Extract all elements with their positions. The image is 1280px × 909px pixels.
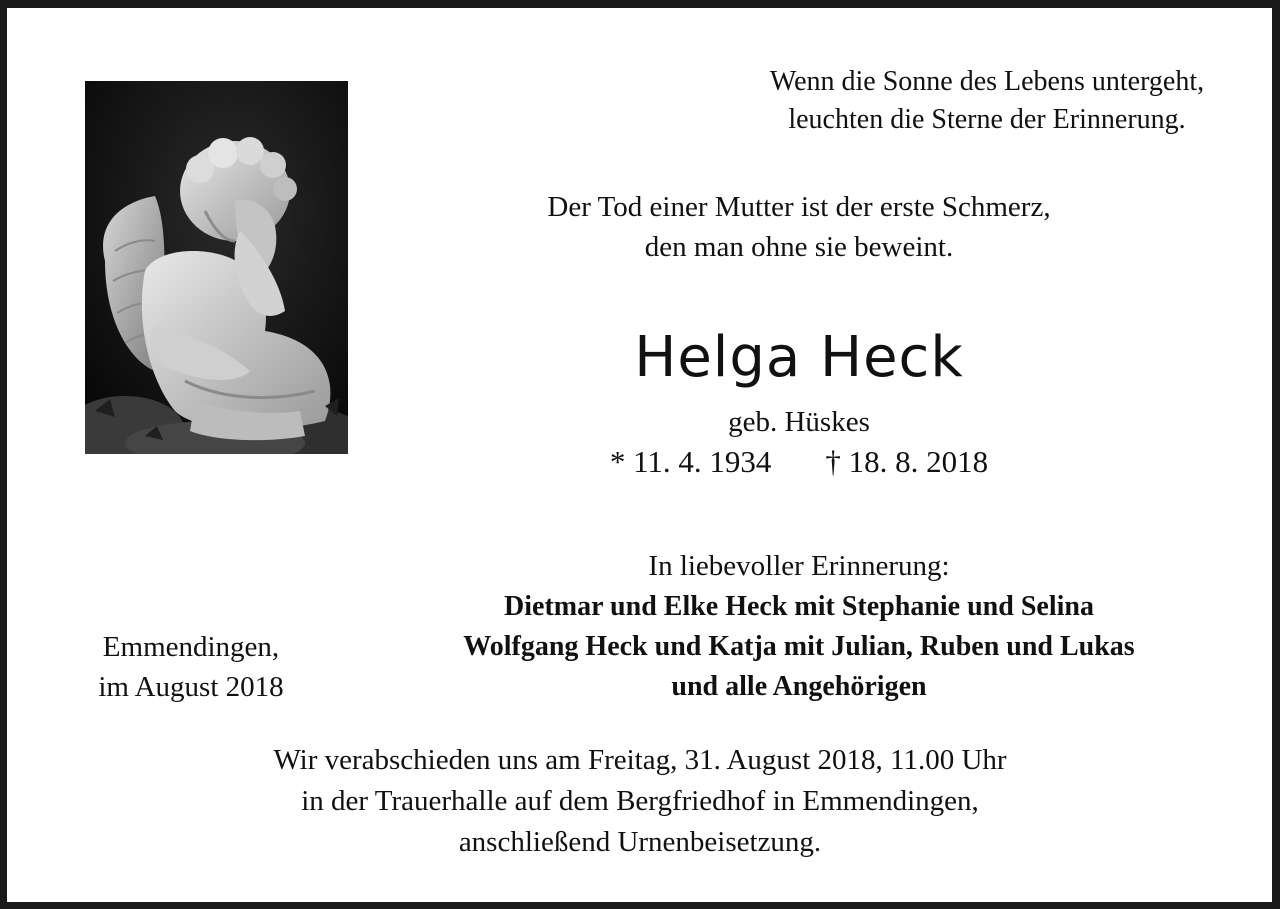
mourners-line-3: und alle Angehörigen [671,671,927,702]
memory-intro: In liebevoller Erinnerung: [648,550,950,582]
funeral-line-1: Wir verabschieden uns am Freitag, 31. August 2018, 11.00 Uhr [273,744,1007,776]
motto-line-2: leuchten die Sterne der Erinnerung. [788,104,1186,135]
funeral-line-2: in der Trauerhalle auf dem Bergfriedhof in Emmendingen, [301,785,979,817]
death-date: † 18. 8. 2018 [825,444,989,479]
mourners-line-1: Dietmar und Elke Heck mit Stephanie und Selina [504,591,1094,622]
quote-line-1: Der Tod einer Mutter ist der erste Schmerz, [547,191,1051,223]
mourners-line-2: Wolfgang Heck und Katja mit Julian, Ruben und Lukas [463,631,1135,662]
motto-line-1: Wenn die Sonne des Lebens untergeht, [769,66,1205,97]
place-line-1: Emmendingen, [102,631,280,663]
birth-name: geb. Hüskes [728,406,870,438]
deceased-name: Helga Heck [634,325,964,390]
life-dates [610,442,988,482]
birth-date: * 11. 4. 1934 [609,444,772,479]
angel-statue-photo [85,81,348,454]
place-line-2: im August 2018 [98,671,284,703]
quote-line-2: den man ohne sie beweint. [644,231,954,263]
funeral-line-3: anschließend Urnenbeisetzung. [458,826,822,858]
